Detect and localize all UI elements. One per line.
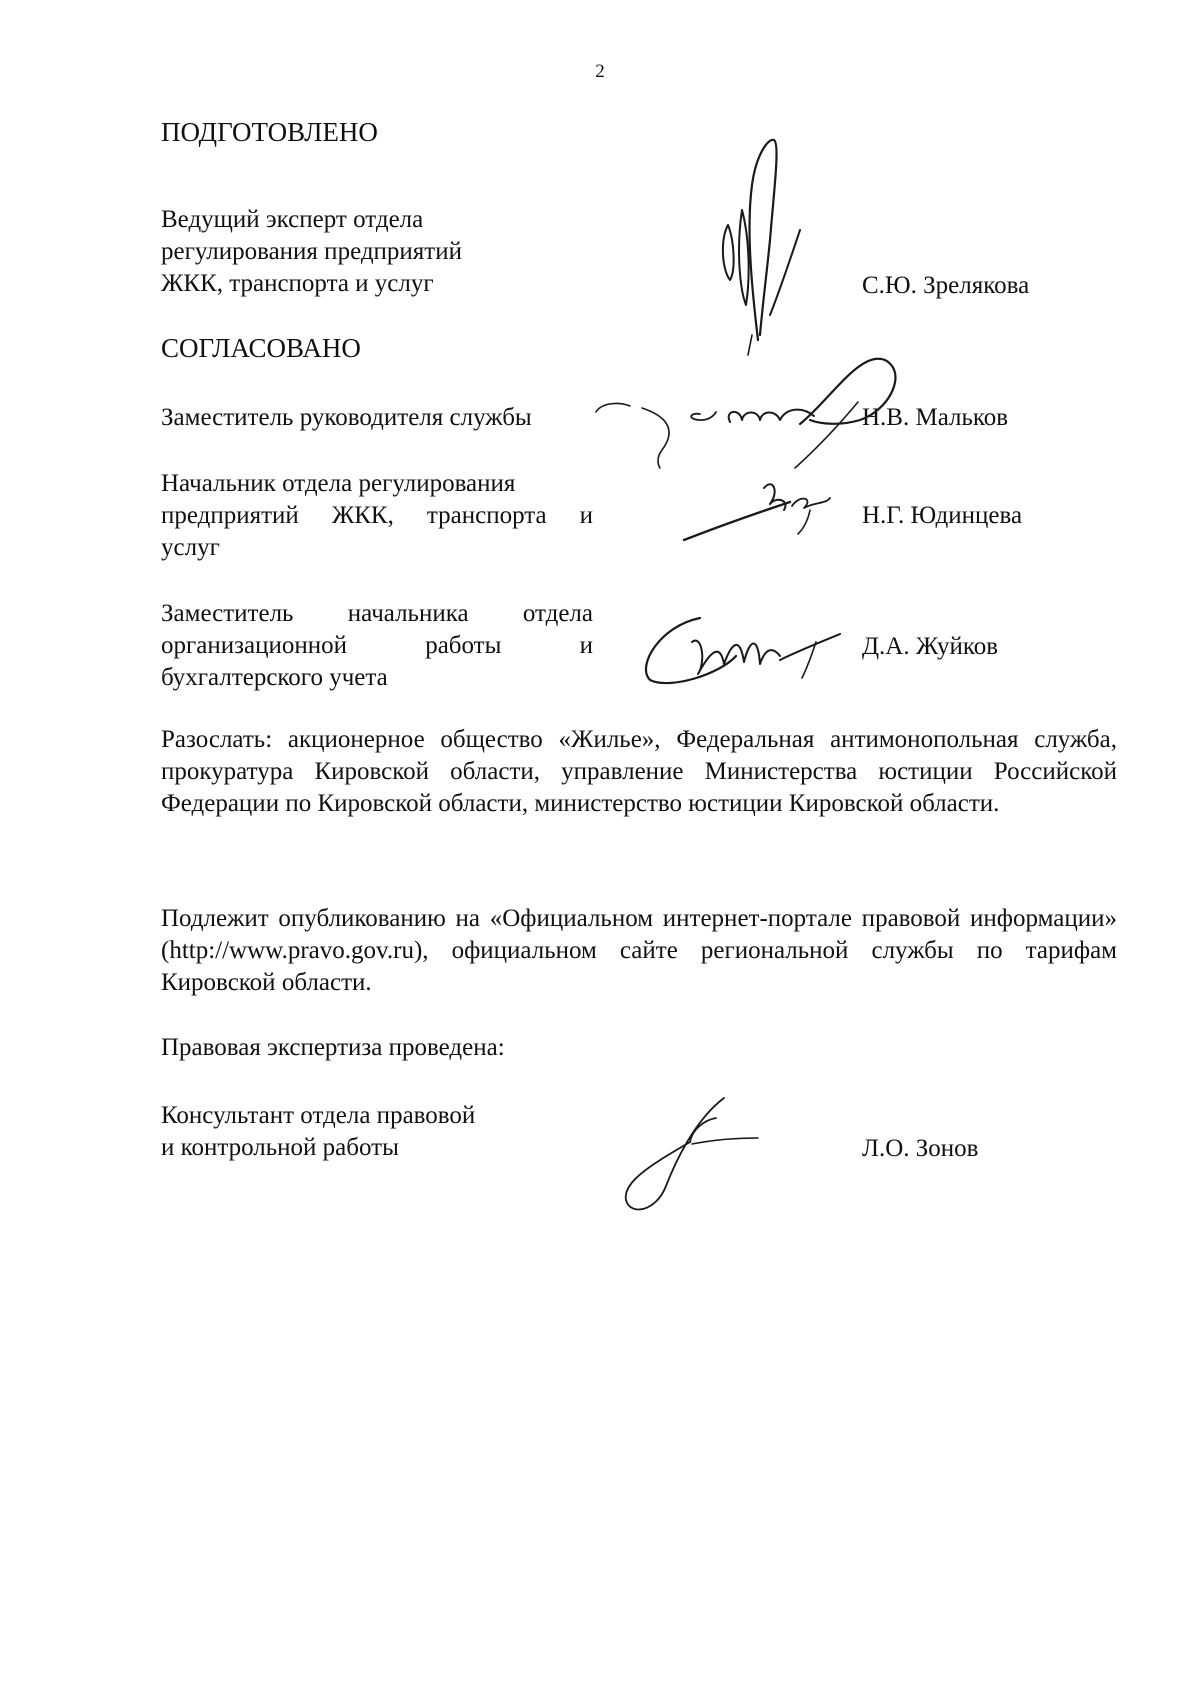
signatory-name: Н.В. Мальков [862,404,1009,431]
signatory-name: Д.А. Жуйков [862,633,999,660]
role-line: Консультант отдела правовой [161,1102,476,1129]
prepared-role [161,204,541,300]
role-line: и контрольной работы [161,1134,399,1161]
role-line: предприятий ЖКК, транспорта и [161,502,593,529]
role-line: Заместитель руководителя службы [161,404,532,431]
distribution-text: Разослать: акционерное общество «Жилье», Федеральная антимонопольная служба, прокуратура Кировской области, управление Министерства юстиции Российской Федерации по Кировской области, министерство юстиции Кировской области. [161,726,1117,817]
signature-zrelyakova [700,130,820,370]
agreed-heading: СОГЛАСОВАНО [161,333,361,363]
signature-zonov [620,1090,770,1220]
legal-review-name: Л.О. Зонов [862,1135,979,1162]
signatory-role [161,598,593,694]
role-line: регулирования предприятий [161,238,462,265]
publication-text: Подлежит опубликованию на «Официальном интернет-портале правовой информации» (http://www.pravo.gov.ru), официальном сайте региональной службы по тарифам Кировской области. [161,905,1117,996]
signatory-role [161,402,591,434]
role-line: Начальник отдела регулирования [161,470,516,497]
legal-review-heading: Правовая экспертиза проведена: [161,1034,505,1061]
role-line: услуг [161,534,220,561]
role-line: Заместитель начальника отдела [161,600,593,627]
signature-yudintseva [680,478,840,548]
signatory-role [161,468,593,564]
signatory-name: Н.Г. Юдинцева [862,502,1023,529]
signature-zhuikov [640,612,880,692]
page-number: 2 [595,61,605,82]
role-line: ЖКК, транспорта и услуг [161,270,434,297]
role-line: организационной работы и [161,632,593,659]
legal-review-role [161,1100,581,1164]
prepared-name: С.Ю. Зрелякова [862,272,1030,299]
signature-malkov [590,350,920,480]
role-line: Ведущий эксперт отдела [161,206,424,233]
role-line: бухгалтерского учета [161,664,388,691]
prepared-heading: ПОДГОТОВЛЕНО [161,117,378,147]
